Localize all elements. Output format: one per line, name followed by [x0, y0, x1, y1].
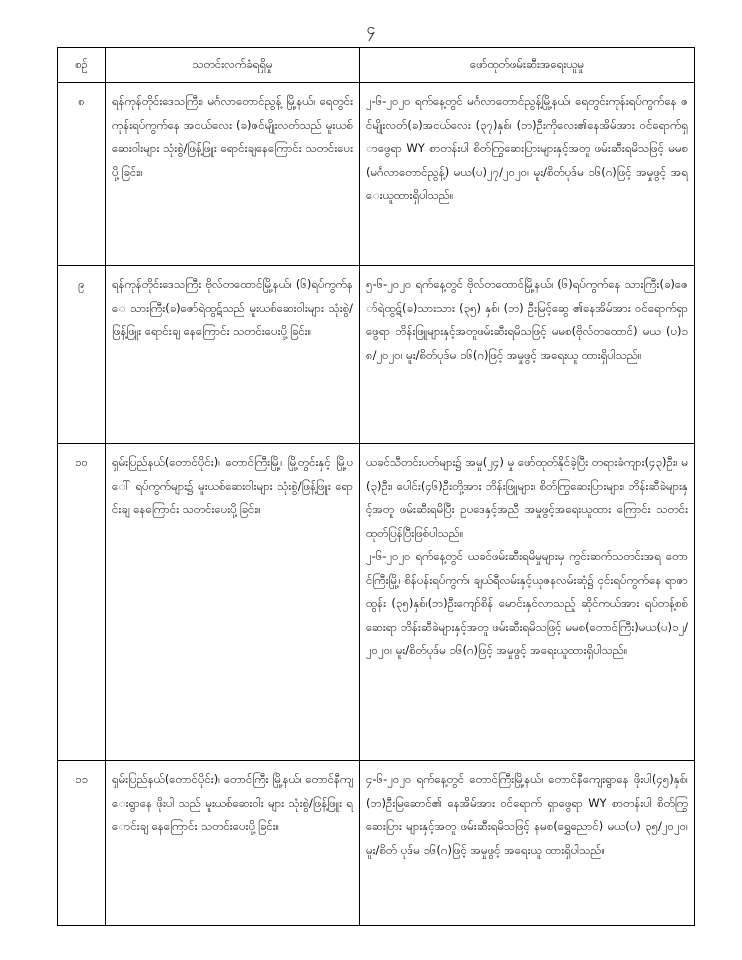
table-row — [58, 761, 695, 926]
action-cell — [360, 444, 695, 761]
row-number: ၁၀ — [58, 444, 106, 761]
report-table — [57, 47, 695, 926]
action-paragraph: ၂-၆-၂၀၂၀ ရက်နေ့တွင် ယခင်ဖမ်းဆီးရမိမှုများမှ ကွင်းဆက်သတင်းအရ တောင်ကြီးမြို့၊ စိန်ပန်းရပ်ကွက်၊ ချယ်ရီလမ်းနှင့်ယုဇနလမ်းဆုံ၌ ငှင်းရပ်ကွက်နေ ရာဇာထွန်း (၃၅)နှစ်၊(ဘ)ဦးကျော်စိန် မောင်းနှင်လာသည့် ဆိုင်ကယ်အား ရပ်တန့်စစ်ဆေးရာ ဘိန်းဆီခဲများနှင့်အတူ ဖမ်းဆီးရမိသဖြင့် မမစ(တောင်ကြီး)မယ(ပ)၁၂/၂၀၂၀၊ မူး/စိတ်ပုဒ်မ ၁၆(ဂ)ဖြင့် အမှုဖွင့် အရေးယူထားရှိပါသည်။ — [366, 549, 688, 657]
row-number: ၉ — [58, 266, 106, 444]
header-information-received: သတင်းလက်ခံရရှိမှု — [106, 48, 360, 83]
table-row — [58, 444, 695, 761]
table-row — [58, 83, 695, 266]
header-action-taken: ဖော်ထုတ်ဖမ်းဆီးအရေးယူမှု — [360, 48, 695, 83]
page-number: ၄ — [366, 19, 376, 38]
information-cell: ရှမ်းပြည်နယ်(တောင်ပိုင်း)၊ တောင်ကြီးမြို့၊ မြို့တွင်းနှင့် မြို့ပေါ် ရပ်ကွက်များ၌ မူးယစ်ဆေးဝါးများ သုံးစွဲ/ဖြန့်ဖြူး ရောင်းချ နေကြောင်း သတင်းပေးပို့ခြင်း။ — [106, 444, 360, 761]
header-row — [58, 48, 695, 83]
action-paragraph: ယခင်သီတင်းပတ်များ၌ အမှု(၂၄) မှု ဖော်ထုတ်နိုင်ခဲ့ပြီး တရားခံကျား(၄၃)ဦး၊ မ(၃)ဦး၊ ပေါင်း(၄၆)ဦးတို့အား ဘိန်းဖြူများ၊ စိတ်ကြွဆေးပြားများ၊ ဘိန်းဆီခဲများနှင့်အတူ ဖမ်းဆီးရမိပြီး ဥပဒေနှင့်အညီ အမှုဖွင့်အရေးယူထား ကြောင်း သတင်းထုတ်ပြန်ပြီးဖြစ်ပါသည်။ — [366, 455, 688, 540]
header-serial: စဉ် — [58, 48, 106, 83]
table-body — [58, 83, 695, 926]
action-cell: ၅-၆-၂၀၂၀ ရက်နေ့တွင် ဗိုလ်တထောင်မြို့နယ်၊ (၆)ရပ်ကွက်နေ သားကြီး(ခ)ဇော်ရဲထွဋ်(ခ)သားသား (၃၅) နှစ်၊ (ဘ) ဦးမြင့်ဆွေ ၏နေအိမ်အား ဝင်ရောက်ရှာဖွေရာ ဘိန်းဖြူများနှင့်အတူဖမ်းဆီးရမိသဖြင့် မမစ(ဗိုလ်တထောင်) မယ (ပ)၁၈/၂၀၂၀၊ မူး/စိတ်ပုဒ်မ ၁၆(ဂ)ဖြင့် အမှုဖွင့် အရေးယူ ထားရှိပါသည်။ — [360, 266, 695, 444]
row-number: ၁၁ — [58, 761, 106, 926]
table-header — [58, 48, 695, 83]
action-cell: ၄-၆-၂၀၂၀ ရက်နေ့တွင် တောင်ကြီးမြို့နယ်၊ တောင်နီကျေးရွာနေ ဖိုးပါ(၄၅)နှစ်၊ (ဘ)ဦးမြဆောင်၏ နေအိမ်အား ဝင်ရောက် ရှာဖွေရာ WY စာတန်းပါ စိတ်ကြွဆေးပြား များနှင့်အတူ ဖမ်းဆီးရမိသဖြင့် နမစ(ရွှေညောင်) မယ(ပ) ၃၅/၂၀၂၀၊ မူး/စိတ် ပုဒ်မ ၁၆(ဂ)ဖြင့် အမှုဖွင့် အရေးယူ ထားရှိပါသည်။ — [360, 761, 695, 926]
table-row — [58, 266, 695, 444]
information-cell: ရန်ကုန်တိုင်းဒေသကြီး ဗိုလ်တထောင်မြို့နယ်၊ (၆)ရပ်ကွက်နေ သားကြီး(ခ)ဇော်ရဲထွဋ်သည် မူးယစ်ဆေးဝါးများ သုံးစွဲ/ဖြန့်ဖြူး ရောင်းချ နေကြောင်း သတင်းပေးပို့ခြင်း။ — [106, 266, 360, 444]
information-cell: ရှမ်းပြည်နယ်(တောင်ပိုင်း)၊ တောင်ကြီး မြို့နယ်၊ တောင်နီကျေးရွာနေ ဖိုးပါ သည် မူးယစ်ဆေးဝါး များ သုံးစွဲ/ဖြန့်ဖြူး ရောင်းချ နေကြောင်း သတင်းပေးပို့ခြင်း။ — [106, 761, 360, 926]
row-number: ၈ — [58, 83, 106, 266]
information-cell: ရန်ကုန်တိုင်းဒေသကြီး၊ မင်္ဂလာတောင်ညွန့် မြို့နယ်၊ ရေတွင်းကုန်းရပ်ကွက်နေ အငယ်လေး (ခ)ဇင်မျိုးလတ်သည် မူးယစ်ဆေးဝါးများ သုံးစွဲ/ဖြန့်ဖြူး ရောင်းချနေကြောင်း သတင်းပေး ပို့ခြင်း။ — [106, 83, 360, 266]
action-cell: ၂-၆-၂၀၂၀ ရက်နေ့တွင် မင်္ဂလာတောင်ညွန့်မြို့နယ်၊ ရေတွင်းကုန်းရပ်ကွက်နေ ဇင်မျိုးလတ်(ခ)အငယ်လေး (၃၇)နှစ်၊ (ဘ)ဦးကိုလေး၏နေအိမ်အား ဝင်ရောက်ရှာဖွေရာ WY စာတန်းပါ စိတ်ကြွဆေးပြားများနှင့်အတူ ဖမ်းဆီးရမိသဖြင့် မမစ(မင်္ဂလာတောင်ညွန့်) မယ(ပ)၂၇/၂၀၂၀၊ မူး/စိတ်ပုဒ်မ ၁၆(ဂ)ဖြင့် အမှုဖွင့် အရေးယူထားရှိပါသည်။ — [360, 83, 695, 266]
